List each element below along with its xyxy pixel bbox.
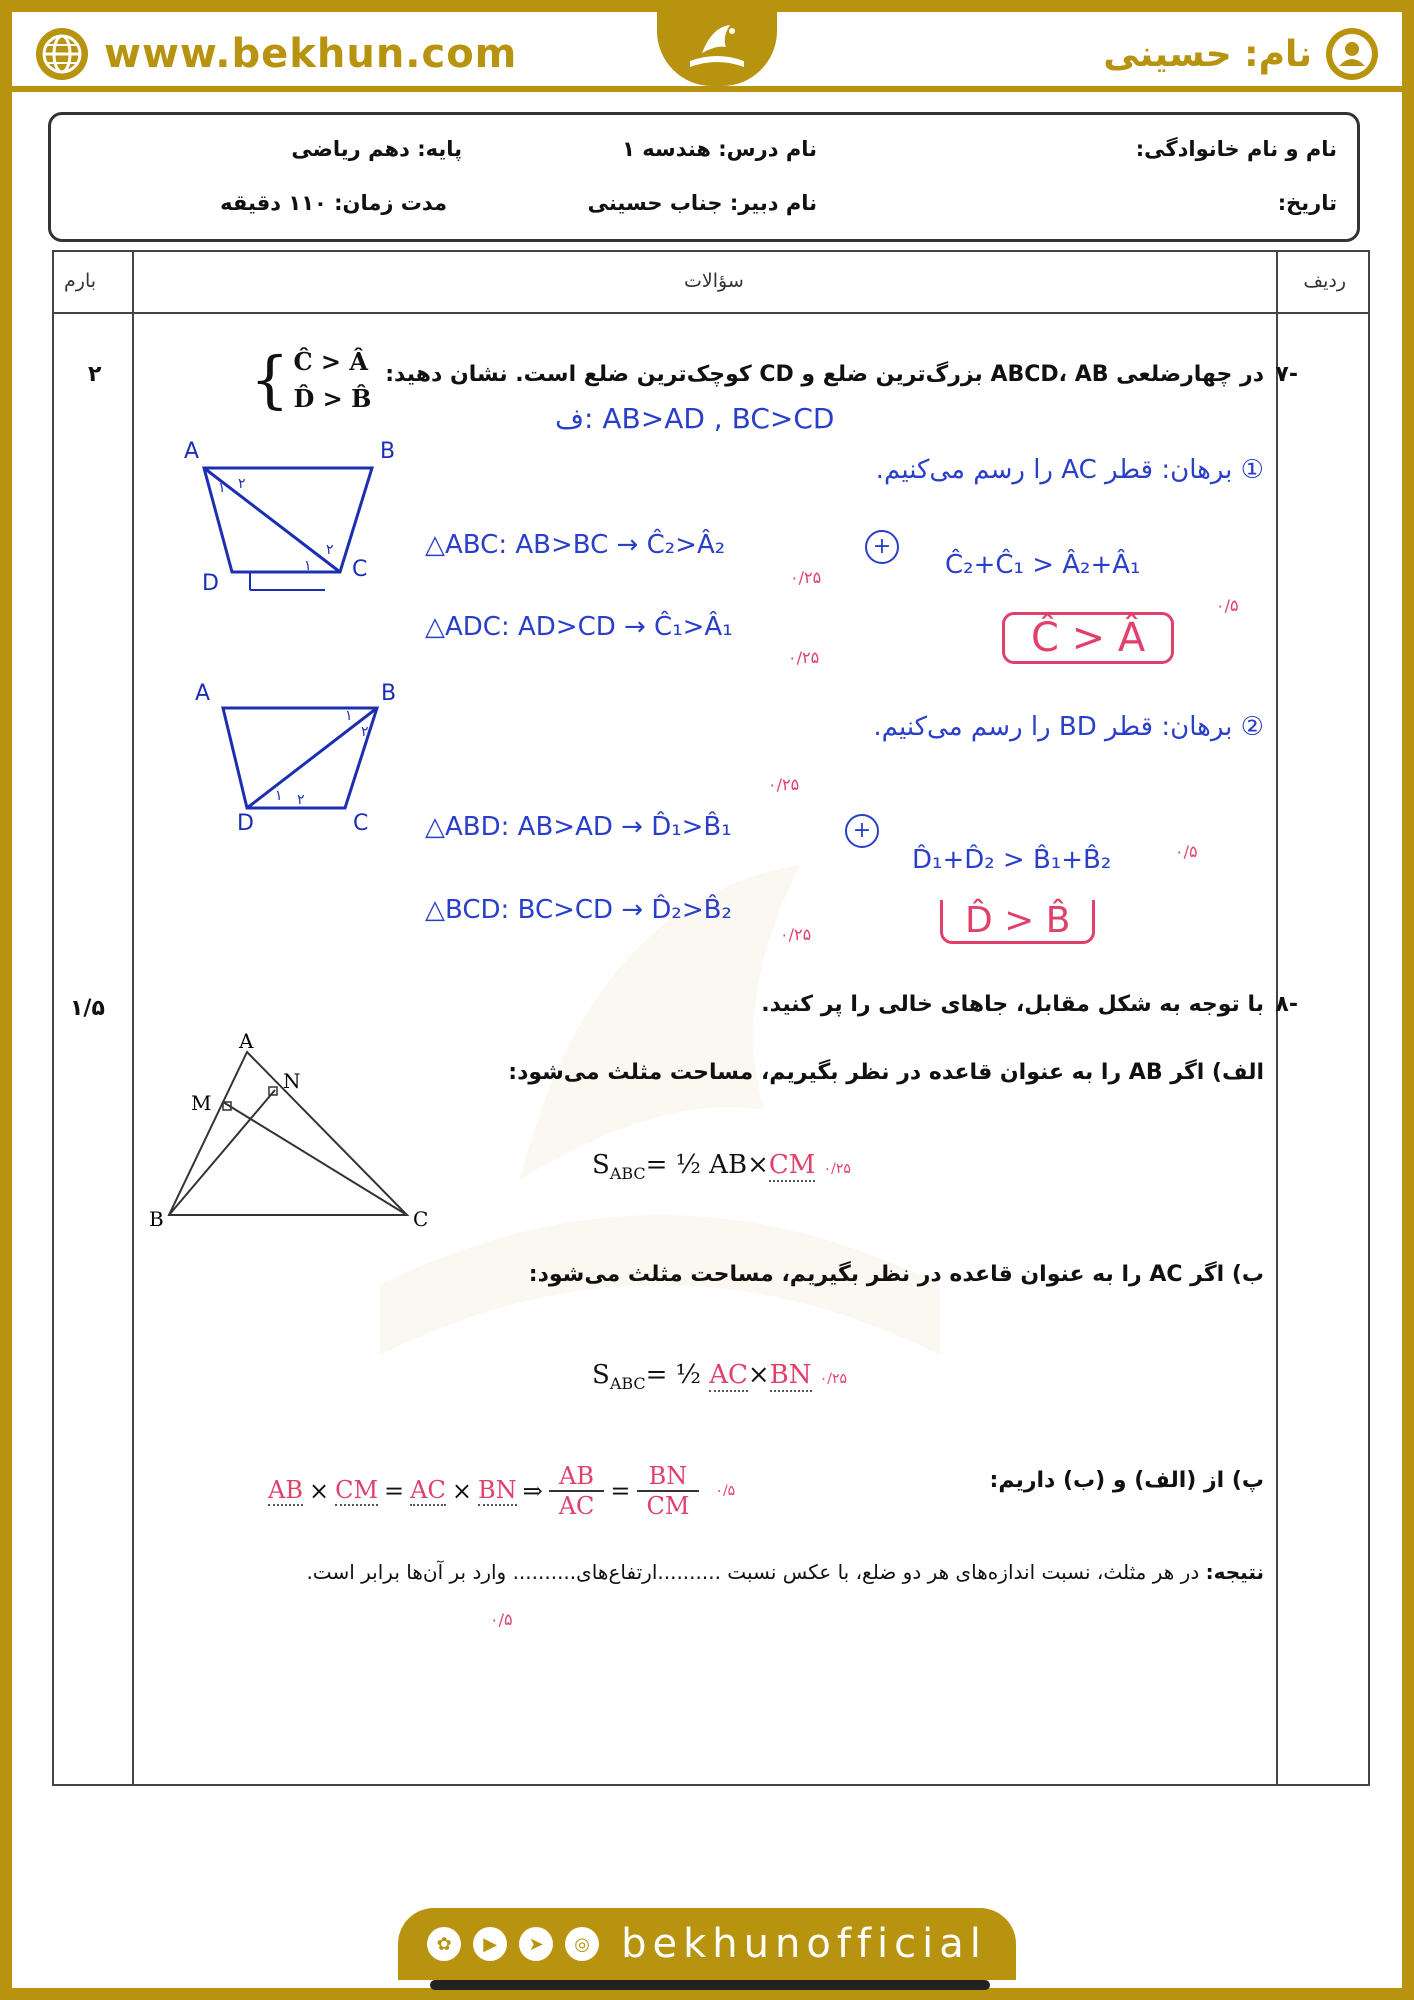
claim-c-greater-a: Ĉ > Â xyxy=(293,347,368,376)
tri-label-n: N xyxy=(283,1069,301,1093)
conclusion-label: نتیجه: xyxy=(1205,1560,1264,1584)
fig2-angle-2: ۲ xyxy=(297,792,305,808)
q7-proof2-result: D̂ > B̂ xyxy=(940,900,1095,944)
tri-label-b: B xyxy=(149,1207,164,1231)
social-footer xyxy=(398,1908,1016,1980)
website-link[interactable] xyxy=(34,26,517,82)
column-row-header: ردیف xyxy=(1303,270,1346,292)
q7-mark-a: ۰/۲۵ xyxy=(790,568,822,587)
date-label: تاریخ: xyxy=(1277,191,1337,215)
q8-part-b: ب) اگر AC را به عنوان قاعده در نظر بگیریم، مساحت مثلث می‌شود: xyxy=(528,1262,1264,1287)
book-logo-icon xyxy=(682,17,752,77)
q8-triangle-figure xyxy=(145,1030,445,1235)
brand-logo xyxy=(657,8,777,86)
q7-question-text: در چهارضلعی ABCD، AB بزرگ‌ترین ضلع و CD کوچک‌ترین ضلع است. نشان دهید: xyxy=(385,362,1264,387)
course-name: نام درس: هندسه ۱ xyxy=(622,137,817,161)
fig1-angle-1c: ۱ xyxy=(304,558,312,574)
q7-proof1-result: Ĉ > Â xyxy=(1002,612,1174,664)
tri-label-a: A xyxy=(239,1029,254,1053)
q8-formula-a xyxy=(592,1150,851,1183)
fig2-angle-1: ۱ xyxy=(275,788,283,804)
area-subscript: ABC xyxy=(609,1374,646,1394)
blank-answer-bn[interactable]: BN xyxy=(769,1360,812,1390)
area-symbol: S xyxy=(592,1360,610,1390)
q7-mark-f: ۰/۲۵ xyxy=(780,925,812,944)
fig1-label-a: A xyxy=(184,439,200,464)
fig2-label-d: D xyxy=(237,811,254,836)
q8-part-c: پ) از (الف) و (ب) داریم: xyxy=(989,1468,1264,1493)
user-icon xyxy=(1324,26,1380,82)
blank-answer-cm[interactable]: CM xyxy=(768,1150,816,1180)
globe-icon xyxy=(34,26,90,82)
q7-proof1-sum: Ĉ₂+Ĉ₁ > Â₂+Â₁ xyxy=(945,550,1141,580)
footer-shadow xyxy=(430,1980,990,1990)
plus-circle-icon: + xyxy=(865,530,899,564)
q7-claims xyxy=(250,335,371,425)
q8-score: ۱/۵ xyxy=(70,996,105,1021)
q7-proof1-title: ① برهان: قطر AC را رسم می‌کنیم. xyxy=(875,455,1264,485)
fig1-angle-1: ۱ xyxy=(218,480,226,496)
blank-answer-c3[interactable]: AC xyxy=(410,1476,446,1504)
q8-number: -۸ xyxy=(1275,992,1298,1017)
column-divider xyxy=(132,252,134,1784)
youtube-icon[interactable]: ▶ xyxy=(473,1927,507,1961)
tri-label-m: M xyxy=(191,1091,212,1115)
fig2-label-c: C xyxy=(353,811,369,836)
telegram-icon[interactable]: ➤ xyxy=(519,1927,553,1961)
q7-proof1-line2: △ADC: AD>CD → Ĉ₁>Â₁ xyxy=(425,612,733,642)
q7-proof2-sum: D̂₁+D̂₂ > B̂₁+B̂₂ xyxy=(912,845,1112,875)
q7-proof2-line2: △BCD: BC>CD → D̂₂>B̂₂ xyxy=(425,895,732,925)
q7-mark-c: ۰/۵ xyxy=(1216,596,1239,615)
fig2-label-b: B xyxy=(381,681,397,706)
q8-mark-b: ۰/۲۵ xyxy=(819,1371,848,1387)
aparat-icon[interactable]: ✿ xyxy=(427,1927,461,1961)
blank-answer-c1[interactable]: AB xyxy=(268,1476,303,1504)
column-divider xyxy=(1276,252,1278,1784)
q7-proof1-line1: △ABC: AB>BC → Ĉ₂>Â₂ xyxy=(425,530,726,560)
ratio-right-numerator: BN xyxy=(648,1462,688,1490)
blank-answer-c2[interactable]: CM xyxy=(335,1476,379,1504)
area-subscript: ABC xyxy=(609,1164,646,1184)
teacher-name: نام دبیر: جناب حسینی xyxy=(587,191,817,215)
fig2-angle-1b: ۱ xyxy=(345,708,353,724)
q8-conclusion xyxy=(306,1560,1264,1584)
claim-d-greater-b: D̂ > B̂ xyxy=(293,384,372,413)
formula-a-body: = ½ AB× xyxy=(645,1150,769,1180)
ratio-right-denominator: CM xyxy=(637,1490,700,1520)
column-questions-header: سؤالات xyxy=(684,270,744,292)
column-score-header: بارم xyxy=(64,270,97,292)
formula-b-body: = ½ xyxy=(645,1360,701,1390)
q7-score: ۲ xyxy=(88,362,102,387)
q8-mark-a: ۰/۲۵ xyxy=(823,1161,851,1177)
blank-answer-ac[interactable]: AC xyxy=(709,1360,748,1390)
fig1-angle-2c: ۲ xyxy=(326,542,334,558)
fig1-label-c: C xyxy=(352,557,368,582)
fig2-label-a: A xyxy=(195,681,211,706)
q8-formula-b: $S_{ABC}=$ ½ AC×BN ۰/۲۵ xyxy=(592,1360,848,1394)
fig2-angle-2b: ۲ xyxy=(361,724,369,740)
q7-given: ف: AB>AD , BC>CD xyxy=(555,402,835,435)
website-text: www.bekhun.com xyxy=(104,31,518,77)
q8-part-a: الف) اگر AB را به عنوان قاعده در نظر بگیریم، مساحت مثلث می‌شود: xyxy=(508,1060,1264,1085)
brand-header xyxy=(12,12,1402,92)
implies-arrow-icon: ⇒ xyxy=(522,1477,543,1505)
fig1-angle-2: ۲ xyxy=(238,476,246,492)
ratio-left-numerator: AB xyxy=(559,1462,595,1490)
student-name-text: نام: حسینی xyxy=(1103,33,1312,75)
student-name xyxy=(1103,26,1380,82)
q7-mark-b: ۰/۲۵ xyxy=(788,648,820,667)
q8-mark-c: ۰/۵ xyxy=(715,1483,736,1499)
blank-answer-c4[interactable]: BN xyxy=(477,1476,517,1504)
ratio-right xyxy=(637,1462,700,1520)
q7-mark-e: ۰/۵ xyxy=(1175,842,1198,861)
exam-duration: مدت زمان: ۱۱۰ دقیقه xyxy=(220,191,447,215)
q7-mark-d: ۰/۲۵ xyxy=(768,775,800,794)
exam-header xyxy=(48,112,1360,242)
grade-level: پایه: دهم ریاضی xyxy=(291,137,462,161)
q7-proof2-title: ② برهان: قطر BD را رسم می‌کنیم. xyxy=(873,712,1264,742)
instagram-icon[interactable]: ◎ xyxy=(565,1927,599,1961)
q7-number: -۷ xyxy=(1275,362,1298,387)
tri-label-c: C xyxy=(413,1207,429,1231)
header-divider xyxy=(54,312,1368,314)
social-handle[interactable]: bekhunofficial xyxy=(621,1921,987,1967)
q8-formula-c: AB × CM = AC × BN ⇒ $\frac{AB}{AC}$ = $\frac{BN}{CM}$ ۰/۵ xyxy=(268,1462,736,1520)
q7-figure-diagonal-ac xyxy=(180,430,396,600)
ratio-left xyxy=(549,1462,605,1520)
q7-proof2-line1: △ABD: AB>AD → D̂₁>B̂₁ xyxy=(425,812,732,842)
student-name-label: نام و نام خانوادگی: xyxy=(1135,137,1337,161)
area-symbol: S xyxy=(592,1150,610,1180)
claims-brace: { xyxy=(250,343,290,416)
plus-circle-icon: + xyxy=(845,814,879,848)
q8-mark-d: ۰/۵ xyxy=(490,1610,513,1629)
q8-question-text: با توجه به شکل مقابل، جاهای خالی را پر کنید. xyxy=(761,992,1264,1017)
ratio-left-denominator: AC xyxy=(549,1490,605,1520)
fig1-label-d: D xyxy=(202,571,219,596)
q7-figure-diagonal-bd xyxy=(185,680,415,840)
fig1-label-b: B xyxy=(380,439,396,464)
conclusion-text: در هر مثلث، نسبت اندازه‌های هر دو ضلع، با عکس نسبت ..........ارتفاع‌های.......... وارد بر آن‌ها برابر است. xyxy=(306,1560,1200,1584)
